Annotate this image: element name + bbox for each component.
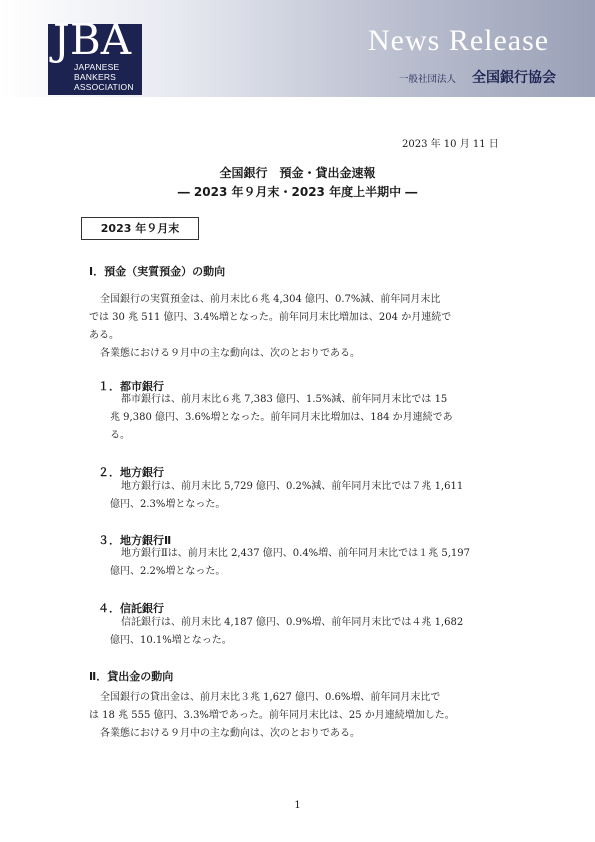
regional-banks-ii-text [110,545,470,581]
period-box: 2023 年９月末 [81,217,199,240]
paragraph-line: では 30 兆 511 億円、3.4%増となった。前年同月末比増加は、204 か月連続で [89,312,452,323]
loans-intro [89,689,455,743]
city-banks-text [110,391,453,445]
paragraph-line: 各業態における９月中の主な動向は、次のとおりである。 [100,728,360,739]
logo-sub-line-3: ASSOCIATION [74,82,134,92]
release-date: 2023 年 10 月 11 日 [402,139,499,150]
section-heading-deposits: Ⅰ．預金（実質預金）の動向 [89,265,226,278]
page-number: 1 [294,800,301,811]
paragraph-line: 全国銀行の貸出金は、前月末比３兆 1,627 億円、0.6%増、前年同月末比で [100,692,441,703]
paragraph-line: 地方銀行は、前月末比 5,729 億円、0.2%減、前年同月末比では７兆 1,611 [121,481,464,492]
document-title: 全国銀行 預金・貸出金速報 [219,166,376,180]
logo-text: JBA [53,15,132,64]
association-type: 一般社団法人 [399,74,457,85]
paragraph-line: 億円、10.1%増となった。 [110,635,232,646]
paragraph-line: 地方銀行Ⅱは、前月末比 2,437 億円、0.4%増、前年同月末比では１兆 5,197 [121,548,470,559]
paragraph-line: 全国銀行の実質預金は、前月末比６兆 4,304 億円、0.7%減、前年同月末比 [100,294,441,305]
paragraph-line: 億円、2.2%増となった。 [110,566,226,577]
paragraph-line: は 18 兆 555 億円、3.3%増であった。前年同月末比は、25 か月連続増加した。 [89,710,455,721]
subsection-heading-regional-banks-ii: ３．地方銀行Ⅱ [98,534,172,547]
regional-banks-text [110,478,463,514]
subsection-heading-regional-banks: ２．地方銀行 [98,466,164,479]
news-release-title: News Release [368,24,550,57]
paragraph-line: 億円、2.3%増となった。 [110,499,226,510]
paragraph-line: 各業態における９月中の主な動向は、次のとおりである。 [100,348,360,359]
subsection-heading-city-banks: １．都市銀行 [98,380,164,393]
subsection-heading-trust-banks: ４．信託銀行 [98,602,164,615]
document-subtitle: ― 2023 年９月末・2023 年度上半期中 ― [177,185,418,199]
trust-banks-text [110,614,463,650]
paragraph-line: 都市銀行は、前月末比６兆 7,383 億円、1.5%減、前年同月末比では 15 [121,394,448,405]
paragraph-line: る。 [110,430,130,441]
paragraph-line: 兆 9,380 億円、3.6%増となった。前年同月末比増加は、184 か月連続であ [110,412,453,423]
paragraph-line: ある。 [89,330,119,341]
paragraph-line: 信託銀行は、前月末比 4,187 億円、0.9%増、前年同月末比では４兆 1,682 [121,617,464,628]
section-heading-loans: Ⅱ．貸出金の動向 [89,670,174,683]
association-name: 全国銀行協会 [472,70,556,86]
logo-sub-line-1: JAPANESE [74,62,120,72]
deposits-intro [89,291,451,363]
logo-sub-line-2: BANKERS [74,72,117,82]
